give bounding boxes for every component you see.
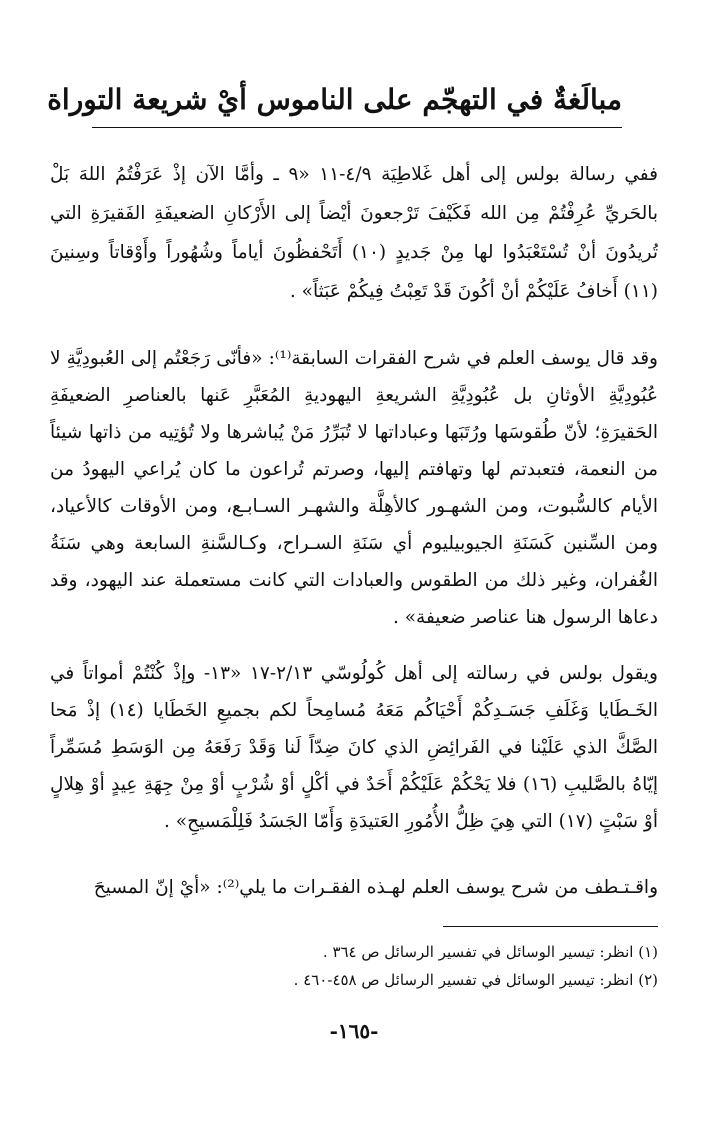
footnotes: [50, 938, 658, 994]
footnote-2: (٢) انظر: تيسير الوسائل في تفسير الرسائل ص ٤٥٨-٤٦٠ .: [293, 971, 658, 989]
header-divider: [92, 127, 622, 128]
footnote-1: (١) انظر: تيسير الوسائل في تفسير الرسائل ص ٣٦٤ .: [322, 943, 658, 961]
page-header-title: مبالَغةٌ في التهجّم على الناموس أيْ شريعة التوراة: [47, 83, 622, 116]
paragraph-colossians-quote: ويقول بولس في رسالته إلى أهل كُولُوسّي ٢/١٣-١٧ «١٣- وإذْ كُنْتُمْ أمواتاً في الخَـطَايا وَغَلَفِ جَسَـدِكُمْ أَحْيَاكُم مَعَهُ مُسامِحاً لكم بجميعِ الخَطَايا (١٤) إذْ مَحا الصَّكَّ الذي عَلَيْنا في الفَرائِضِ الذي كانَ ضِدّاً لَنا وَقَدْ رَفَعَهُ مِن الوَسَطِ مُسَمِّراً إيّاهُ بالصَّليبِ (١٦) فلا يَحْكُمْ عَلَيْكُمْ أَحَدٌ في أكْلٍ أوْ شُرْبٍ أوْ مِنْ جِهَةِ عِيدٍ أوْ هِلالٍ أوْ سَبْتٍ (١٧) التي هِيَ ظِلُّ الأُمُورِ العَتيدَةِ وَأَمّا الجَسَدُ فَلِلْمَسيحِ» .: [50, 663, 658, 832]
paragraph-commentary-2: واقـتـطف من شرح يوسف العلم لهـذه الفقـرات ما يلي⁽²⁾: «أيْ إنّ المسيحَ: [93, 877, 658, 898]
page-number: -١٦٥-: [329, 1019, 379, 1043]
paragraph-galatians-quote: ففي رسالة بولس إلى أهل غَلاطِيَة ٤/٩-١١ «٩ ـ وأمَّا الآن إذْ عَرَفْتُمُ اللهَ بَلْ بالحَريِّ عُرِفْتُمْ مِن الله فَكَيْفَ تَرْجعونَ أيْضاً إلى الأَرْكانِ الضعيفَةِ الفَقيرَةِ التي تُريدُونَ أنْ تُسْتَعْبَدُوا لها مِنْ جَديدٍ (١٠) أَتَحْفظُونَ أياماً وشُهُوراً وأَوْقاتاً وسِنينَ (١١) أَخافُ عَلَيْكُمْ أنْ أكُونَ قَدْ تَعِبْتُ فِيكُمْ عَبَثاً» .: [50, 164, 659, 302]
footnote-divider: [443, 926, 658, 927]
paragraph-commentary-1: وقد قال يوسف العلم في شرح الفقرات السابقة⁽¹⁾: «فأنّى رَجَعْتُم إلى العُبودِيَّةِ لا عُبُودِيَّةِ الأوثانِ بل عُبُودِيَّةِ الشريعةِ اليهوديةِ المُعَبَّرِ عَنها بالعناصرِ الضعيفَةِ الحَقيرَةِ؛ لأنّ طُقوسَها ورُتَبَها وعباداتها لا تُبَرِّرُ مَنْ يُباشرها ولا تُؤتِيه من ذاتها شيئاً من النعمة، فتعبدتم لها وتهافتم إليها، وصرتم تُراعون ما كان يُراعي اليهودُ من الأيام كالسُّبوت، ومن الشهـور كالأهِلَّة والشهـر السـابـع، ومن الأوقات كالأعياد، ومن السِّنين كَسَنَةِ الجيوبيليوم أي سَنَةِ السـراح، وكـالسَّنةِ السابعة وهي سَنَةُ الغُفران، وغير ذلك من الطقوس والعبادات التي كانت مستعملة عند اليهود، وقد دعاها الرسول هنا عناصر ضعيفة» .: [50, 348, 658, 628]
